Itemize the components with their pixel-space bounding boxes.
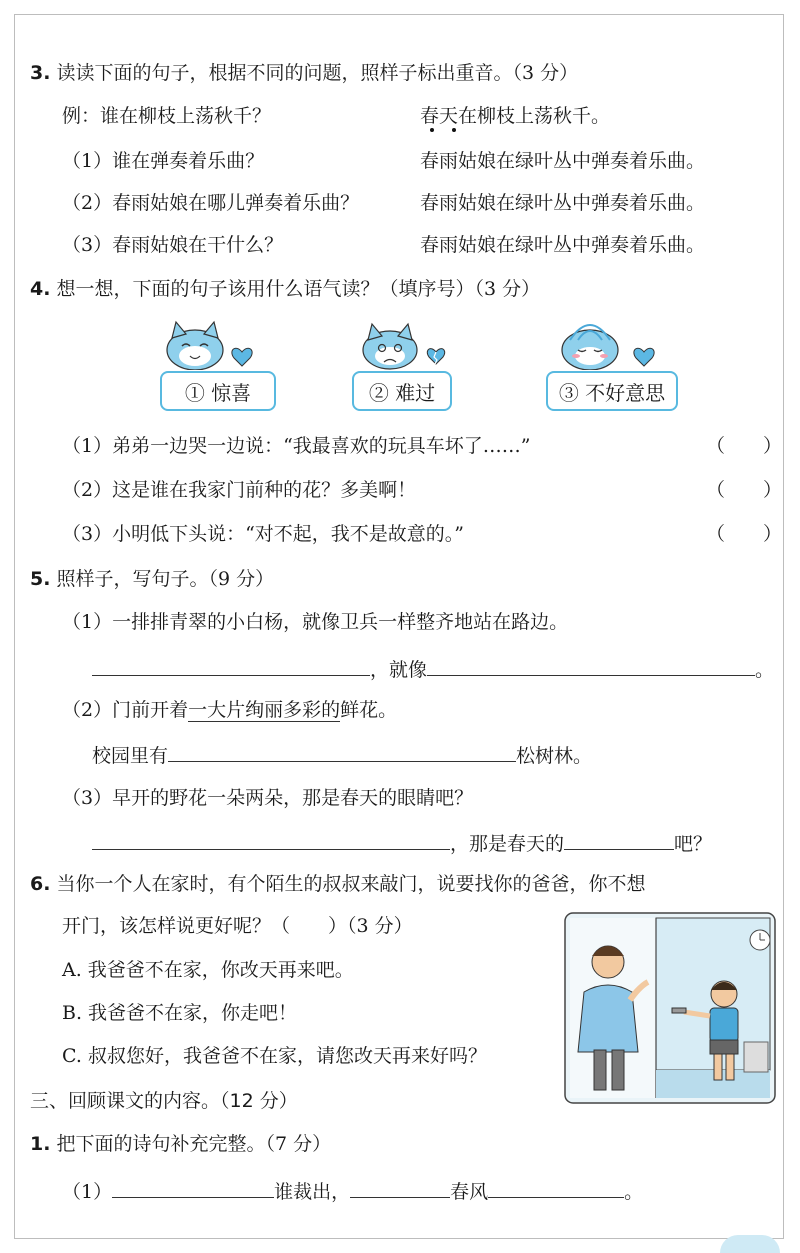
fill-in-blank[interactable] <box>92 829 450 850</box>
mood-option-3: ③ 不好意思 <box>546 371 678 411</box>
q4-item2-text: （2）这是谁在我家门前种的花？多美啊！ <box>62 479 417 501</box>
sad-cat-icon <box>350 320 460 370</box>
fill-in-blank[interactable] <box>488 1177 624 1198</box>
q5-item3-blanks <box>92 829 712 857</box>
answer-blank[interactable]: （ ） <box>706 523 783 545</box>
q5-item2-text-c: 鲜花。 <box>340 699 398 721</box>
q6-option-c[interactable]: C. 叔叔您好，我爸爸不在家，请您改天再来好吗？ <box>62 1045 487 1067</box>
q5-number: 5. <box>30 568 51 590</box>
mood-option-2: ② 难过 <box>352 371 452 411</box>
shy-cat-icon <box>548 318 668 370</box>
q5-heading <box>30 566 274 592</box>
q3-item3-question: （3）春雨姑娘在干什么？ <box>62 234 284 256</box>
q5-item2-pre: 校园里有 <box>92 745 169 767</box>
q4-title: 想一想，下面的句子该用什么语气读？（填序号）（3 分） <box>56 278 541 300</box>
q3-title: 读读下面的句子，根据不同的问题，照样子标出重音。（3 分） <box>56 62 579 84</box>
q5-item3-mid: ，那是春天的 <box>450 833 565 855</box>
answer-blank[interactable]: （ ） <box>706 479 783 501</box>
fill-in-blank[interactable] <box>168 741 516 762</box>
q4-heading <box>30 276 540 302</box>
q6-number: 6. <box>30 873 51 895</box>
s3-q1-title: 把下面的诗句补充完整。（7 分） <box>56 1133 332 1155</box>
fill-in-blank[interactable] <box>427 655 755 676</box>
q3-item2-answer[interactable]: 春雨姑娘在绿叶丛中弹奏着乐曲。 <box>420 192 706 214</box>
q5-title: 照样子，写句子。（9 分） <box>56 568 275 590</box>
q6-heading <box>30 871 646 897</box>
q4-item1-text: （1）弟弟一边哭一边说：“我最喜欢的玩具车坏了……” <box>62 435 531 457</box>
q5-item1-mid: ，就像 <box>370 659 428 681</box>
stress-dot <box>430 128 434 132</box>
q5-item3-end: 吧？ <box>674 833 713 855</box>
q3-example-answer: 春天在柳枝上荡秋千。 <box>420 105 611 127</box>
q5-item2-underlined: 一大片绚丽多彩的 <box>188 699 341 721</box>
s3-q1-item1-pre: （1） <box>62 1181 113 1203</box>
q4-item3-text: （3）小明低下头说：“对不起，我不是故意的。” <box>62 523 465 545</box>
fill-in-blank[interactable] <box>564 829 674 850</box>
q5-item2-post: 松树林。 <box>516 745 593 767</box>
q5-item1-blanks <box>92 655 774 683</box>
door-scene-illustration <box>564 912 776 1104</box>
q3-heading <box>30 60 578 86</box>
q6-option-b[interactable]: B. 我爸爸不在家，你走吧！ <box>62 1002 298 1024</box>
fill-in-blank[interactable] <box>112 1177 274 1198</box>
happy-cat-icon <box>150 318 270 370</box>
answer-blank[interactable]: （ ） <box>706 435 783 457</box>
fill-in-blank[interactable] <box>92 655 370 676</box>
q5-item1-end: 。 <box>755 659 775 681</box>
q5-item3-text: （3）早开的野花一朵两朵，那是春天的眼睛吧？ <box>62 787 474 809</box>
q6-option-a[interactable]: A. 我爸爸不在家，你改天再来吧。 <box>62 959 354 981</box>
q6-title-line2: 开门，该怎样说更好呢？（ ）（3 分） <box>62 915 413 937</box>
q4-number: 4. <box>30 278 51 300</box>
s3-q1-number: 1. <box>30 1133 51 1155</box>
s3-q1-heading <box>30 1131 331 1157</box>
q5-item1-text: （1）一排排青翠的小白杨，就像卫兵一样整齐地站在路边。 <box>62 611 569 633</box>
q3-example-question: 例：谁在柳枝上荡秋千？ <box>62 105 272 127</box>
s3-q1-item1-mid2: 春风 <box>450 1181 489 1203</box>
fill-in-blank[interactable] <box>350 1177 450 1198</box>
s3-q1-item1-end: 。 <box>624 1181 644 1203</box>
page-corner-decoration <box>720 1235 780 1253</box>
section-3-title: 三、回顾课文的内容。（12 分） <box>30 1090 298 1112</box>
q3-item3-answer[interactable]: 春雨姑娘在绿叶丛中弹奏着乐曲。 <box>420 234 706 256</box>
q3-item2-question: （2）春雨姑娘在哪儿弹奏着乐曲？ <box>62 192 360 214</box>
s3-q1-item1 <box>62 1177 643 1205</box>
q3-number: 3. <box>30 62 51 84</box>
q6-title-line1: 当你一个人在家时，有个陌生的叔叔来敲门，说要找你的爸爸，你不想 <box>56 873 646 895</box>
q5-item2-text <box>62 697 397 723</box>
q5-item2-text-a: （2）门前开着 <box>62 699 189 721</box>
stress-dot <box>452 128 456 132</box>
q3-item1-answer[interactable]: 春雨姑娘在绿叶丛中弹奏着乐曲。 <box>420 150 706 172</box>
q3-item1-question: （1）谁在弹奏着乐曲？ <box>62 150 265 172</box>
mood-option-1: ① 惊喜 <box>160 371 276 411</box>
q5-item2-blanks <box>92 741 592 769</box>
s3-q1-item1-mid1: 谁裁出， <box>274 1181 351 1203</box>
